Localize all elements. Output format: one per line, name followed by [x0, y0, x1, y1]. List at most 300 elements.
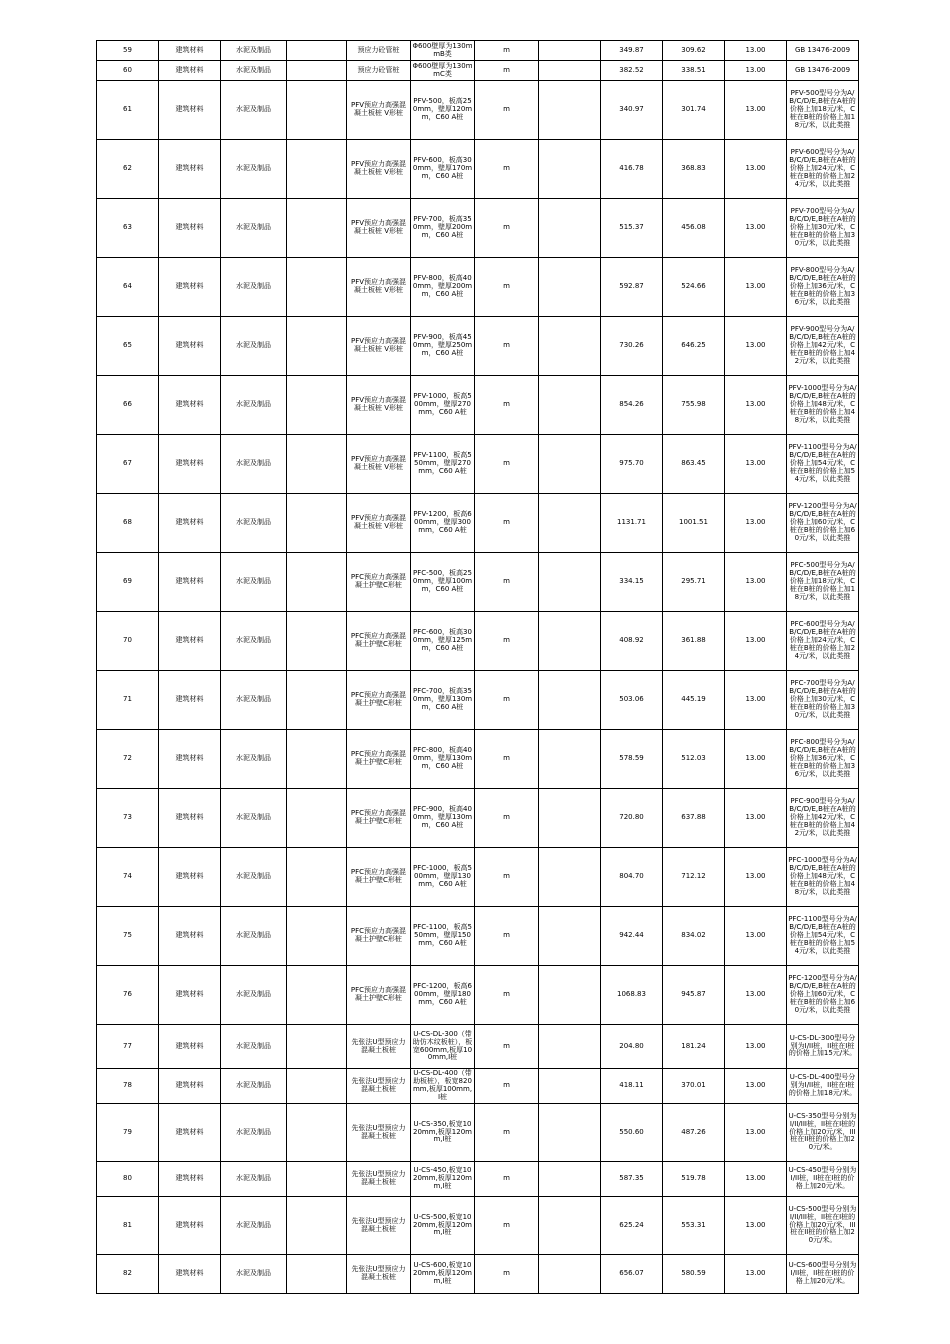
cell-p1: 204.80	[601, 1025, 663, 1069]
cell-blank2	[539, 730, 601, 789]
cell-sub: 水泥及制品	[221, 789, 287, 848]
cell-cat: 建筑材料	[159, 140, 221, 199]
cell-tax: 13.00	[725, 1025, 787, 1069]
cell-spec: PFV-1200，板高600mm，壁厚300mm，C60 A桩	[411, 494, 475, 553]
cell-blank	[287, 1197, 347, 1255]
cell-note: U-CS-DL-400型号分别为I/II桩，II桩在I桩的价格上加18元/米。	[787, 1069, 859, 1104]
cell-blank	[287, 1162, 347, 1197]
cell-tax: 13.00	[725, 730, 787, 789]
cell-cat: 建筑材料	[159, 553, 221, 612]
cell-no: 62	[97, 140, 159, 199]
cell-blank	[287, 789, 347, 848]
cell-blank	[287, 553, 347, 612]
cell-sub: 水泥及制品	[221, 435, 287, 494]
cell-unit: m	[475, 966, 539, 1025]
cell-cat: 建筑材料	[159, 435, 221, 494]
cell-p1: 382.52	[601, 61, 663, 81]
cell-sub: 水泥及制品	[221, 848, 287, 907]
cell-unit: m	[475, 61, 539, 81]
table-row	[97, 789, 859, 848]
cell-cat: 建筑材料	[159, 1162, 221, 1197]
cell-no: 82	[97, 1255, 159, 1294]
cell-spec: PFC-600，板高300mm，壁厚125mm，C60 A桩	[411, 612, 475, 671]
cell-sub: 水泥及制品	[221, 258, 287, 317]
table-row	[97, 81, 859, 140]
cell-cat: 建筑材料	[159, 730, 221, 789]
cell-p1: 625.24	[601, 1197, 663, 1255]
table-row	[97, 671, 859, 730]
cell-unit: m	[475, 848, 539, 907]
cell-cat: 建筑材料	[159, 907, 221, 966]
cell-name: PFC预应力高强混凝土护壁C形桩	[347, 553, 411, 612]
cell-p2: 834.02	[663, 907, 725, 966]
cell-p2: 301.74	[663, 81, 725, 140]
cell-blank2	[539, 317, 601, 376]
cell-no: 72	[97, 730, 159, 789]
cell-sub: 水泥及制品	[221, 1162, 287, 1197]
cell-sub: 水泥及制品	[221, 140, 287, 199]
cell-note: PFV-1100型号分为A/B/C/D/E,B桩在A桩的价格上加54元/米，C桩在B桩的价格上加54元/米，以此类推	[787, 435, 859, 494]
table-row	[97, 1104, 859, 1162]
cell-spec: U-CS-350,板宽1020mm,板厚120mm,I桩	[411, 1104, 475, 1162]
cell-blank2	[539, 1197, 601, 1255]
cell-unit: m	[475, 1197, 539, 1255]
cell-blank2	[539, 553, 601, 612]
cell-unit: m	[475, 376, 539, 435]
cell-p2: 456.08	[663, 199, 725, 258]
cell-name: PFC预应力高强混凝土护壁C形桩	[347, 907, 411, 966]
cell-p1: 587.35	[601, 1162, 663, 1197]
cell-sub: 水泥及制品	[221, 1104, 287, 1162]
cell-name: PFV预应力高强混凝土板桩 V形桩	[347, 199, 411, 258]
table-row	[97, 1069, 859, 1104]
cell-p1: 578.59	[601, 730, 663, 789]
cell-tax: 13.00	[725, 81, 787, 140]
cell-blank2	[539, 1069, 601, 1104]
cell-p2: 295.71	[663, 553, 725, 612]
cell-cat: 建筑材料	[159, 1255, 221, 1294]
cell-blank2	[539, 258, 601, 317]
cell-cat: 建筑材料	[159, 671, 221, 730]
cell-unit: m	[475, 1069, 539, 1104]
cell-no: 70	[97, 612, 159, 671]
cell-tax: 13.00	[725, 1104, 787, 1162]
cell-sub: 水泥及制品	[221, 61, 287, 81]
cell-spec: Φ600壁厚为130mmB类	[411, 41, 475, 61]
cell-cat: 建筑材料	[159, 612, 221, 671]
cell-blank2	[539, 1162, 601, 1197]
cell-no: 66	[97, 376, 159, 435]
cell-no: 63	[97, 199, 159, 258]
cell-blank2	[539, 199, 601, 258]
cell-p1: 975.70	[601, 435, 663, 494]
cell-blank2	[539, 848, 601, 907]
cell-sub: 水泥及制品	[221, 966, 287, 1025]
cell-name: 先张法U型预应力混凝土板桩	[347, 1197, 411, 1255]
cell-cat: 建筑材料	[159, 1069, 221, 1104]
cell-p2: 755.98	[663, 376, 725, 435]
cell-sub: 水泥及制品	[221, 199, 287, 258]
cell-cat: 建筑材料	[159, 1104, 221, 1162]
cell-blank2	[539, 966, 601, 1025]
cell-no: 74	[97, 848, 159, 907]
cell-p1: 416.78	[601, 140, 663, 199]
cell-blank	[287, 199, 347, 258]
cell-p1: 550.60	[601, 1104, 663, 1162]
cell-p2: 553.31	[663, 1197, 725, 1255]
cell-note: U-CS-DL-300型号分别为I/II桩，II桩在I桩的价格上加15元/米。	[787, 1025, 859, 1069]
cell-p2: 368.83	[663, 140, 725, 199]
cell-no: 65	[97, 317, 159, 376]
cell-unit: m	[475, 1162, 539, 1197]
table-row	[97, 848, 859, 907]
table-row	[97, 317, 859, 376]
cell-no: 60	[97, 61, 159, 81]
cell-sub: 水泥及制品	[221, 376, 287, 435]
cell-tax: 13.00	[725, 140, 787, 199]
cell-blank	[287, 671, 347, 730]
cell-cat: 建筑材料	[159, 61, 221, 81]
cell-p2: 519.78	[663, 1162, 725, 1197]
table-row	[97, 199, 859, 258]
cell-p1: 515.37	[601, 199, 663, 258]
cell-blank	[287, 435, 347, 494]
cell-p2: 646.25	[663, 317, 725, 376]
cell-no: 69	[97, 553, 159, 612]
cell-blank	[287, 848, 347, 907]
cell-note: U-CS-500型号分别为I/II/III桩，II桩在I桩的价格上加20元/米，III桩在II桩的价格上加20元/米。	[787, 1197, 859, 1255]
cell-tax: 13.00	[725, 612, 787, 671]
cell-blank	[287, 494, 347, 553]
cell-note: PFV-500型号分为A/B/C/D/E,B桩在A桩的价格上加18元/米，C桩在B桩的价格上加18元/米，以此类推	[787, 81, 859, 140]
cell-p2: 863.45	[663, 435, 725, 494]
cell-cat: 建筑材料	[159, 966, 221, 1025]
cell-name: PFC预应力高强混凝土护壁C形桩	[347, 671, 411, 730]
cell-sub: 水泥及制品	[221, 41, 287, 61]
cell-name: PFC预应力高强混凝土护壁C形桩	[347, 966, 411, 1025]
cell-sub: 水泥及制品	[221, 612, 287, 671]
cell-p1: 804.70	[601, 848, 663, 907]
cell-blank	[287, 258, 347, 317]
cell-note: PFC-1200型号分为A/B/C/D/E,B桩在A桩的价格上加60元/米，C桩在B桩的价格上加60元/米，以此类推	[787, 966, 859, 1025]
cell-note: PFV-1200型号分为A/B/C/D/E,B桩在A桩的价格上加60元/米，C桩在B桩的价格上加60元/米，以此类推	[787, 494, 859, 553]
cell-p2: 512.03	[663, 730, 725, 789]
cell-spec: PFV-1000，板高500mm，壁厚270mm，C60 A桩	[411, 376, 475, 435]
cell-blank	[287, 317, 347, 376]
cell-unit: m	[475, 81, 539, 140]
cell-cat: 建筑材料	[159, 41, 221, 61]
cell-spec: U-CS-500,板宽1020mm,板厚120mm,I桩	[411, 1197, 475, 1255]
cell-sub: 水泥及制品	[221, 317, 287, 376]
cell-name: PFV预应力高强混凝土板桩 V形桩	[347, 81, 411, 140]
cell-tax: 13.00	[725, 1069, 787, 1104]
cell-blank	[287, 376, 347, 435]
cell-name: PFV预应力高强混凝土板桩 V形桩	[347, 494, 411, 553]
cell-p1: 349.87	[601, 41, 663, 61]
cell-note: PFV-700型号分为A/B/C/D/E,B桩在A桩的价格上加30元/米，C桩在B桩的价格上加30元/米，以此类推	[787, 199, 859, 258]
cell-p1: 656.07	[601, 1255, 663, 1294]
cell-tax: 13.00	[725, 789, 787, 848]
cell-spec: Φ600壁厚为130mmC类	[411, 61, 475, 81]
cell-blank2	[539, 1025, 601, 1069]
cell-p2: 309.62	[663, 41, 725, 61]
cell-no: 59	[97, 41, 159, 61]
cell-unit: m	[475, 317, 539, 376]
cell-no: 78	[97, 1069, 159, 1104]
cell-blank2	[539, 61, 601, 81]
table-row	[97, 494, 859, 553]
cell-tax: 13.00	[725, 376, 787, 435]
cell-blank2	[539, 494, 601, 553]
table-row	[97, 140, 859, 199]
cell-blank	[287, 61, 347, 81]
cell-tax: 13.00	[725, 435, 787, 494]
cell-p1: 418.11	[601, 1069, 663, 1104]
cell-sub: 水泥及制品	[221, 907, 287, 966]
cell-unit: m	[475, 789, 539, 848]
cell-blank	[287, 730, 347, 789]
cell-blank	[287, 966, 347, 1025]
cell-blank	[287, 1255, 347, 1294]
cell-no: 61	[97, 81, 159, 140]
cell-blank	[287, 140, 347, 199]
cell-blank2	[539, 140, 601, 199]
cell-spec: PFV-500，板高250mm，壁厚120mm，C60 A桩	[411, 81, 475, 140]
cell-note: PFV-800型号分为A/B/C/D/E,B桩在A桩的价格上加36元/米，C桩在B桩的价格上加36元/米，以此类推	[787, 258, 859, 317]
cell-note: PFV-900型号分为A/B/C/D/E,B桩在A桩的价格上加42元/米，C桩在B桩的价格上加42元/米，以此类推	[787, 317, 859, 376]
cell-no: 79	[97, 1104, 159, 1162]
cell-name: 先张法U型预应力混凝土板桩	[347, 1025, 411, 1069]
cell-sub: 水泥及制品	[221, 1197, 287, 1255]
cell-cat: 建筑材料	[159, 81, 221, 140]
cell-p2: 361.88	[663, 612, 725, 671]
cell-p2: 945.87	[663, 966, 725, 1025]
cell-blank2	[539, 1255, 601, 1294]
cell-note: PFC-600型号分为A/B/C/D/E,B桩在A桩的价格上加24元/米，C桩在B桩的价格上加24元/米，以此类推	[787, 612, 859, 671]
cell-tax: 13.00	[725, 494, 787, 553]
cell-tax: 13.00	[725, 553, 787, 612]
cell-note: U-CS-350型号分别为I/II/III桩，II桩在I桩的价格上加20元/米，III桩在II桩的价格上加20元/米。	[787, 1104, 859, 1162]
cell-unit: m	[475, 494, 539, 553]
cell-p2: 445.19	[663, 671, 725, 730]
cell-spec: PFV-1100，板高550mm，壁厚270mm，C60 A桩	[411, 435, 475, 494]
cell-p1: 730.26	[601, 317, 663, 376]
cell-spec: PFV-600，板高300mm，壁厚170mm，C60 A桩	[411, 140, 475, 199]
cell-note: PFC-1000型号分为A/B/C/D/E,B桩在A桩的价格上加48元/米，C桩在B桩的价格上加48元/米，以此类推	[787, 848, 859, 907]
cell-cat: 建筑材料	[159, 1197, 221, 1255]
cell-blank2	[539, 376, 601, 435]
cell-blank2	[539, 435, 601, 494]
cell-name: PFV预应力高强混凝土板桩 V形桩	[347, 140, 411, 199]
cell-sub: 水泥及制品	[221, 1069, 287, 1104]
cell-name: 先张法U型预应力混凝土板桩	[347, 1104, 411, 1162]
cell-p2: 637.88	[663, 789, 725, 848]
cell-no: 73	[97, 789, 159, 848]
cell-p2: 370.01	[663, 1069, 725, 1104]
cell-spec: PFV-700，板高350mm，壁厚200mm，C60 A桩	[411, 199, 475, 258]
cell-p1: 340.97	[601, 81, 663, 140]
cell-no: 77	[97, 1025, 159, 1069]
cell-name: 预应力砼管桩	[347, 41, 411, 61]
cell-note: GB 13476-2009	[787, 41, 859, 61]
cell-spec: PFC-500，板高250mm，壁厚100mm，C60 A桩	[411, 553, 475, 612]
cell-tax: 13.00	[725, 1255, 787, 1294]
cell-no: 76	[97, 966, 159, 1025]
cell-unit: m	[475, 1104, 539, 1162]
cell-sub: 水泥及制品	[221, 1025, 287, 1069]
cell-blank2	[539, 789, 601, 848]
cell-spec: PFC-700，板高350mm，壁厚130mm，C60 A桩	[411, 671, 475, 730]
cell-tax: 13.00	[725, 258, 787, 317]
table-row	[97, 61, 859, 81]
cell-p1: 1131.71	[601, 494, 663, 553]
cell-p2: 1001.51	[663, 494, 725, 553]
cell-unit: m	[475, 730, 539, 789]
table-row	[97, 966, 859, 1025]
cell-note: PFC-900型号分为A/B/C/D/E,B桩在A桩的价格上加42元/米，C桩在B桩的价格上加42元/米，以此类推	[787, 789, 859, 848]
cell-name: PFC预应力高强混凝土护壁C形桩	[347, 789, 411, 848]
cell-unit: m	[475, 553, 539, 612]
cell-name: PFV预应力高强混凝土板桩 V形桩	[347, 258, 411, 317]
cell-blank	[287, 907, 347, 966]
cell-spec: PFC-800，板高400mm，壁厚130mm，C60 A桩	[411, 730, 475, 789]
cell-no: 64	[97, 258, 159, 317]
cell-unit: m	[475, 612, 539, 671]
cell-spec: PFC-1200，板高600mm，壁厚180mm，C60 A桩	[411, 966, 475, 1025]
cell-p1: 503.06	[601, 671, 663, 730]
cell-sub: 水泥及制品	[221, 494, 287, 553]
cell-tax: 13.00	[725, 1162, 787, 1197]
cell-unit: m	[475, 907, 539, 966]
cell-p1: 1068.83	[601, 966, 663, 1025]
cell-p2: 487.26	[663, 1104, 725, 1162]
cell-p1: 942.44	[601, 907, 663, 966]
table-row	[97, 1255, 859, 1294]
cell-tax: 13.00	[725, 317, 787, 376]
cell-sub: 水泥及制品	[221, 730, 287, 789]
price-table	[96, 40, 859, 1294]
table-row	[97, 907, 859, 966]
cell-note: PFC-700型号分为A/B/C/D/E,B桩在A桩的价格上加30元/米，C桩在B桩的价格上加30元/米，以此类推	[787, 671, 859, 730]
cell-p2: 181.24	[663, 1025, 725, 1069]
cell-p2: 580.59	[663, 1255, 725, 1294]
cell-cat: 建筑材料	[159, 848, 221, 907]
cell-blank2	[539, 671, 601, 730]
cell-note: PFV-1000型号分为A/B/C/D/E,B桩在A桩的价格上加48元/米，C桩在B桩的价格上加48元/米，以此类推	[787, 376, 859, 435]
cell-unit: m	[475, 671, 539, 730]
cell-blank	[287, 1069, 347, 1104]
cell-blank	[287, 41, 347, 61]
cell-unit: m	[475, 1025, 539, 1069]
table-row	[97, 730, 859, 789]
table-row	[97, 41, 859, 61]
cell-p2: 712.12	[663, 848, 725, 907]
cell-spec: U-CS-DL-300（带助仿木纹板桩），板宽600mm,板厚100mm,I桩	[411, 1025, 475, 1069]
cell-name: PFV预应力高强混凝土板桩 V形桩	[347, 376, 411, 435]
cell-note: PFC-800型号分为A/B/C/D/E,B桩在A桩的价格上加36元/米，C桩在B桩的价格上加36元/米，以此类推	[787, 730, 859, 789]
cell-tax: 13.00	[725, 907, 787, 966]
cell-blank	[287, 1104, 347, 1162]
cell-note: U-CS-450型号分别为I/II桩，II桩在I桩的价格上加20元/米。	[787, 1162, 859, 1197]
cell-unit: m	[475, 435, 539, 494]
cell-spec: U-CS-450,板宽1020mm,板厚120mm,I桩	[411, 1162, 475, 1197]
cell-tax: 13.00	[725, 966, 787, 1025]
cell-spec: PFC-900，板高400mm，壁厚130mm，C60 A桩	[411, 789, 475, 848]
cell-cat: 建筑材料	[159, 494, 221, 553]
cell-blank2	[539, 41, 601, 61]
cell-blank	[287, 1025, 347, 1069]
table-row	[97, 612, 859, 671]
cell-name: 预应力砼管桩	[347, 61, 411, 81]
cell-cat: 建筑材料	[159, 376, 221, 435]
cell-name: PFC预应力高强混凝土护壁C形桩	[347, 730, 411, 789]
cell-spec: PFC-1000，板高500mm，壁厚130mm，C60 A桩	[411, 848, 475, 907]
cell-no: 81	[97, 1197, 159, 1255]
cell-note: PFV-600型号分为A/B/C/D/E,B桩在A桩的价格上加24元/米，C桩在B桩的价格上加24元/米，以此类推	[787, 140, 859, 199]
cell-unit: m	[475, 199, 539, 258]
cell-blank	[287, 612, 347, 671]
cell-p2: 338.51	[663, 61, 725, 81]
table-row	[97, 435, 859, 494]
cell-tax: 13.00	[725, 848, 787, 907]
cell-blank2	[539, 612, 601, 671]
cell-cat: 建筑材料	[159, 258, 221, 317]
cell-name: 先张法U型预应力混凝土板桩	[347, 1162, 411, 1197]
cell-blank2	[539, 81, 601, 140]
cell-note: PFC-1100型号分为A/B/C/D/E,B桩在A桩的价格上加54元/米，C桩在B桩的价格上加54元/米，以此类推	[787, 907, 859, 966]
cell-sub: 水泥及制品	[221, 81, 287, 140]
cell-p1: 854.26	[601, 376, 663, 435]
cell-spec: U-CS-600,板宽1020mm,板厚120mm,I桩	[411, 1255, 475, 1294]
cell-cat: 建筑材料	[159, 789, 221, 848]
table-row	[97, 258, 859, 317]
cell-name: PFC预应力高强混凝土护壁C形桩	[347, 848, 411, 907]
cell-tax: 13.00	[725, 1197, 787, 1255]
cell-cat: 建筑材料	[159, 199, 221, 258]
table-row	[97, 1162, 859, 1197]
cell-no: 67	[97, 435, 159, 494]
cell-tax: 13.00	[725, 61, 787, 81]
cell-p1: 592.87	[601, 258, 663, 317]
cell-p2: 524.66	[663, 258, 725, 317]
cell-spec: PFV-900，板高450mm，壁厚250mm，C60 A桩	[411, 317, 475, 376]
cell-name: PFV预应力高强混凝土板桩 V形桩	[347, 317, 411, 376]
cell-name: 先张法U型预应力混凝土板桩	[347, 1069, 411, 1104]
cell-name: PFC预应力高强混凝土护壁C形桩	[347, 612, 411, 671]
cell-p1: 720.80	[601, 789, 663, 848]
cell-blank2	[539, 907, 601, 966]
table-row	[97, 376, 859, 435]
cell-spec: PFV-800，板高400mm，壁厚200mm，C60 A桩	[411, 258, 475, 317]
cell-blank2	[539, 1104, 601, 1162]
cell-name: PFV预应力高强混凝土板桩 V形桩	[347, 435, 411, 494]
table-row	[97, 553, 859, 612]
cell-sub: 水泥及制品	[221, 671, 287, 730]
cell-cat: 建筑材料	[159, 1025, 221, 1069]
cell-tax: 13.00	[725, 41, 787, 61]
cell-note: PFC-500型号分为A/B/C/D/E,B桩在A桩的价格上加18元/米，C桩在B桩的价格上加18元/米，以此类推	[787, 553, 859, 612]
table-row	[97, 1025, 859, 1069]
cell-no: 80	[97, 1162, 159, 1197]
cell-sub: 水泥及制品	[221, 1255, 287, 1294]
cell-unit: m	[475, 140, 539, 199]
cell-name: 先张法U型预应力混凝土板桩	[347, 1255, 411, 1294]
cell-spec: U-CS-DL-400（带助板桩），板宽820mm,板厚100mm,I桩	[411, 1069, 475, 1104]
table-row	[97, 1197, 859, 1255]
cell-spec: PFC-1100，板高550mm，壁厚150mm，C60 A桩	[411, 907, 475, 966]
cell-p1: 334.15	[601, 553, 663, 612]
cell-blank	[287, 81, 347, 140]
